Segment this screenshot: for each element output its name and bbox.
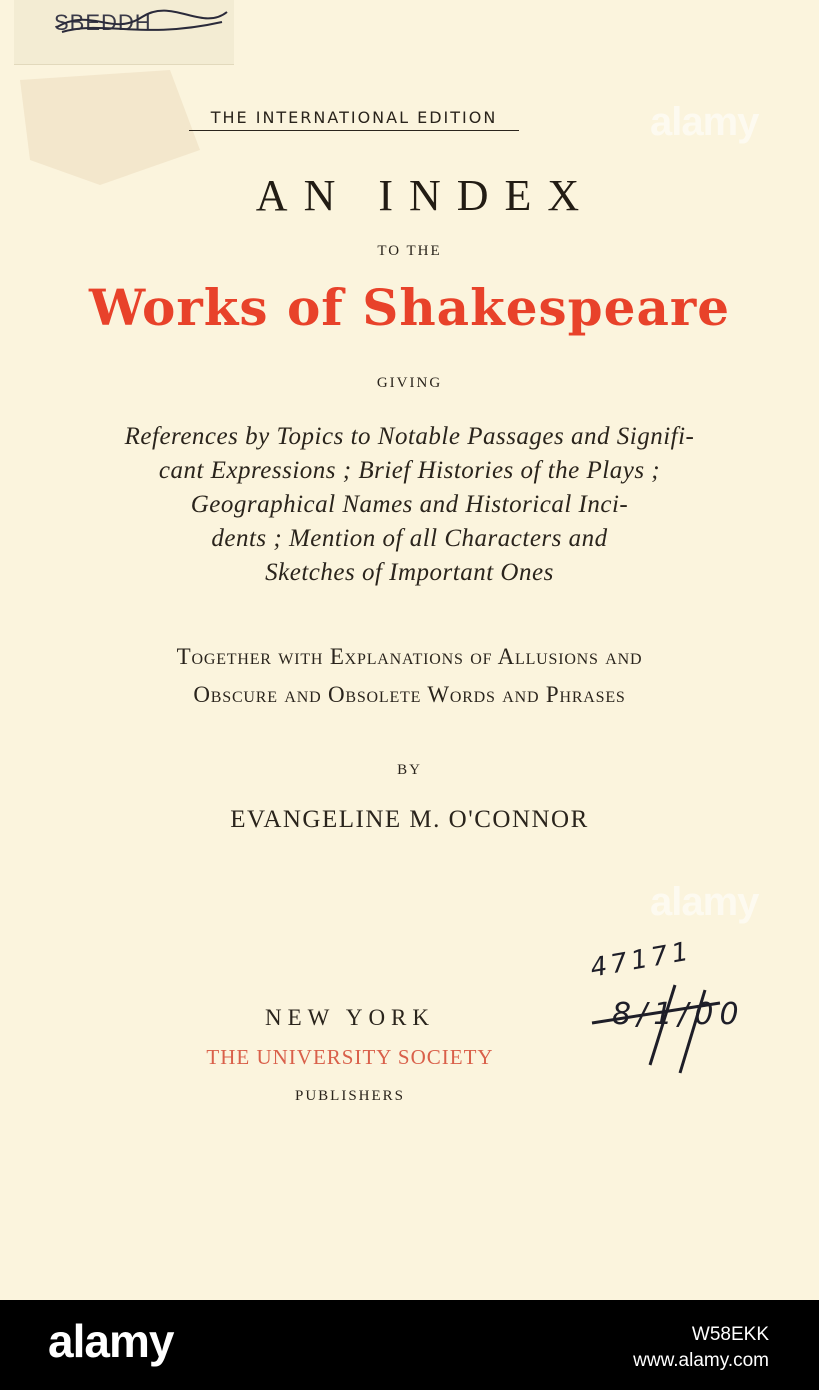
title-connector: TO THE <box>377 243 442 259</box>
description-line: Geographical Names and Historical Inci- <box>190 491 629 518</box>
together-line: Obscure and Obsolete Words and Phrases <box>193 682 626 707</box>
image-id: W58EKK <box>691 1324 769 1345</box>
title-main: AN INDEX <box>255 171 596 220</box>
imprint-city: NEW YORK <box>264 1005 436 1030</box>
accession-date: 8/1/00 <box>612 997 745 1032</box>
site-link[interactable]: www.alamy.com <box>633 1350 769 1371</box>
footer-bar <box>0 1300 819 1390</box>
description-line: References by Topics to Notable Passages and Signifi- <box>124 423 695 450</box>
watermark: alamy <box>650 100 759 144</box>
together-text <box>0 638 819 714</box>
title-subject: Works of Shakespeare <box>88 278 731 337</box>
watermark: alamy <box>650 880 759 924</box>
by-label: BY <box>397 762 422 778</box>
author-name: EVANGELINE M. O'CONNOR <box>230 806 589 833</box>
imprint-label: PUBLISHERS <box>294 1088 406 1104</box>
strikethrough-scribble <box>52 2 232 42</box>
description-line: cant Expressions ; Brief Histories of the Plays ; <box>158 457 661 484</box>
library-label-text: SBEDDH <box>54 10 152 35</box>
together-line: Together with Explanations of Allusions and <box>176 644 643 669</box>
accession-number: 47171 <box>588 936 695 984</box>
footer-logo: alamy <box>48 1315 174 1367</box>
description-line: dents ; Mention of all Characters and <box>211 525 608 552</box>
footer-info <box>633 1322 769 1374</box>
imprint-publisher: THE UNIVERSITY SOCIETY <box>206 1045 494 1069</box>
giving-label: GIVING <box>376 375 443 391</box>
description <box>0 420 819 590</box>
edition-heading: THE INTERNATIONAL EDITION <box>189 108 519 131</box>
library-label <box>14 0 234 65</box>
description-line: Sketches of Important Ones <box>265 559 554 586</box>
